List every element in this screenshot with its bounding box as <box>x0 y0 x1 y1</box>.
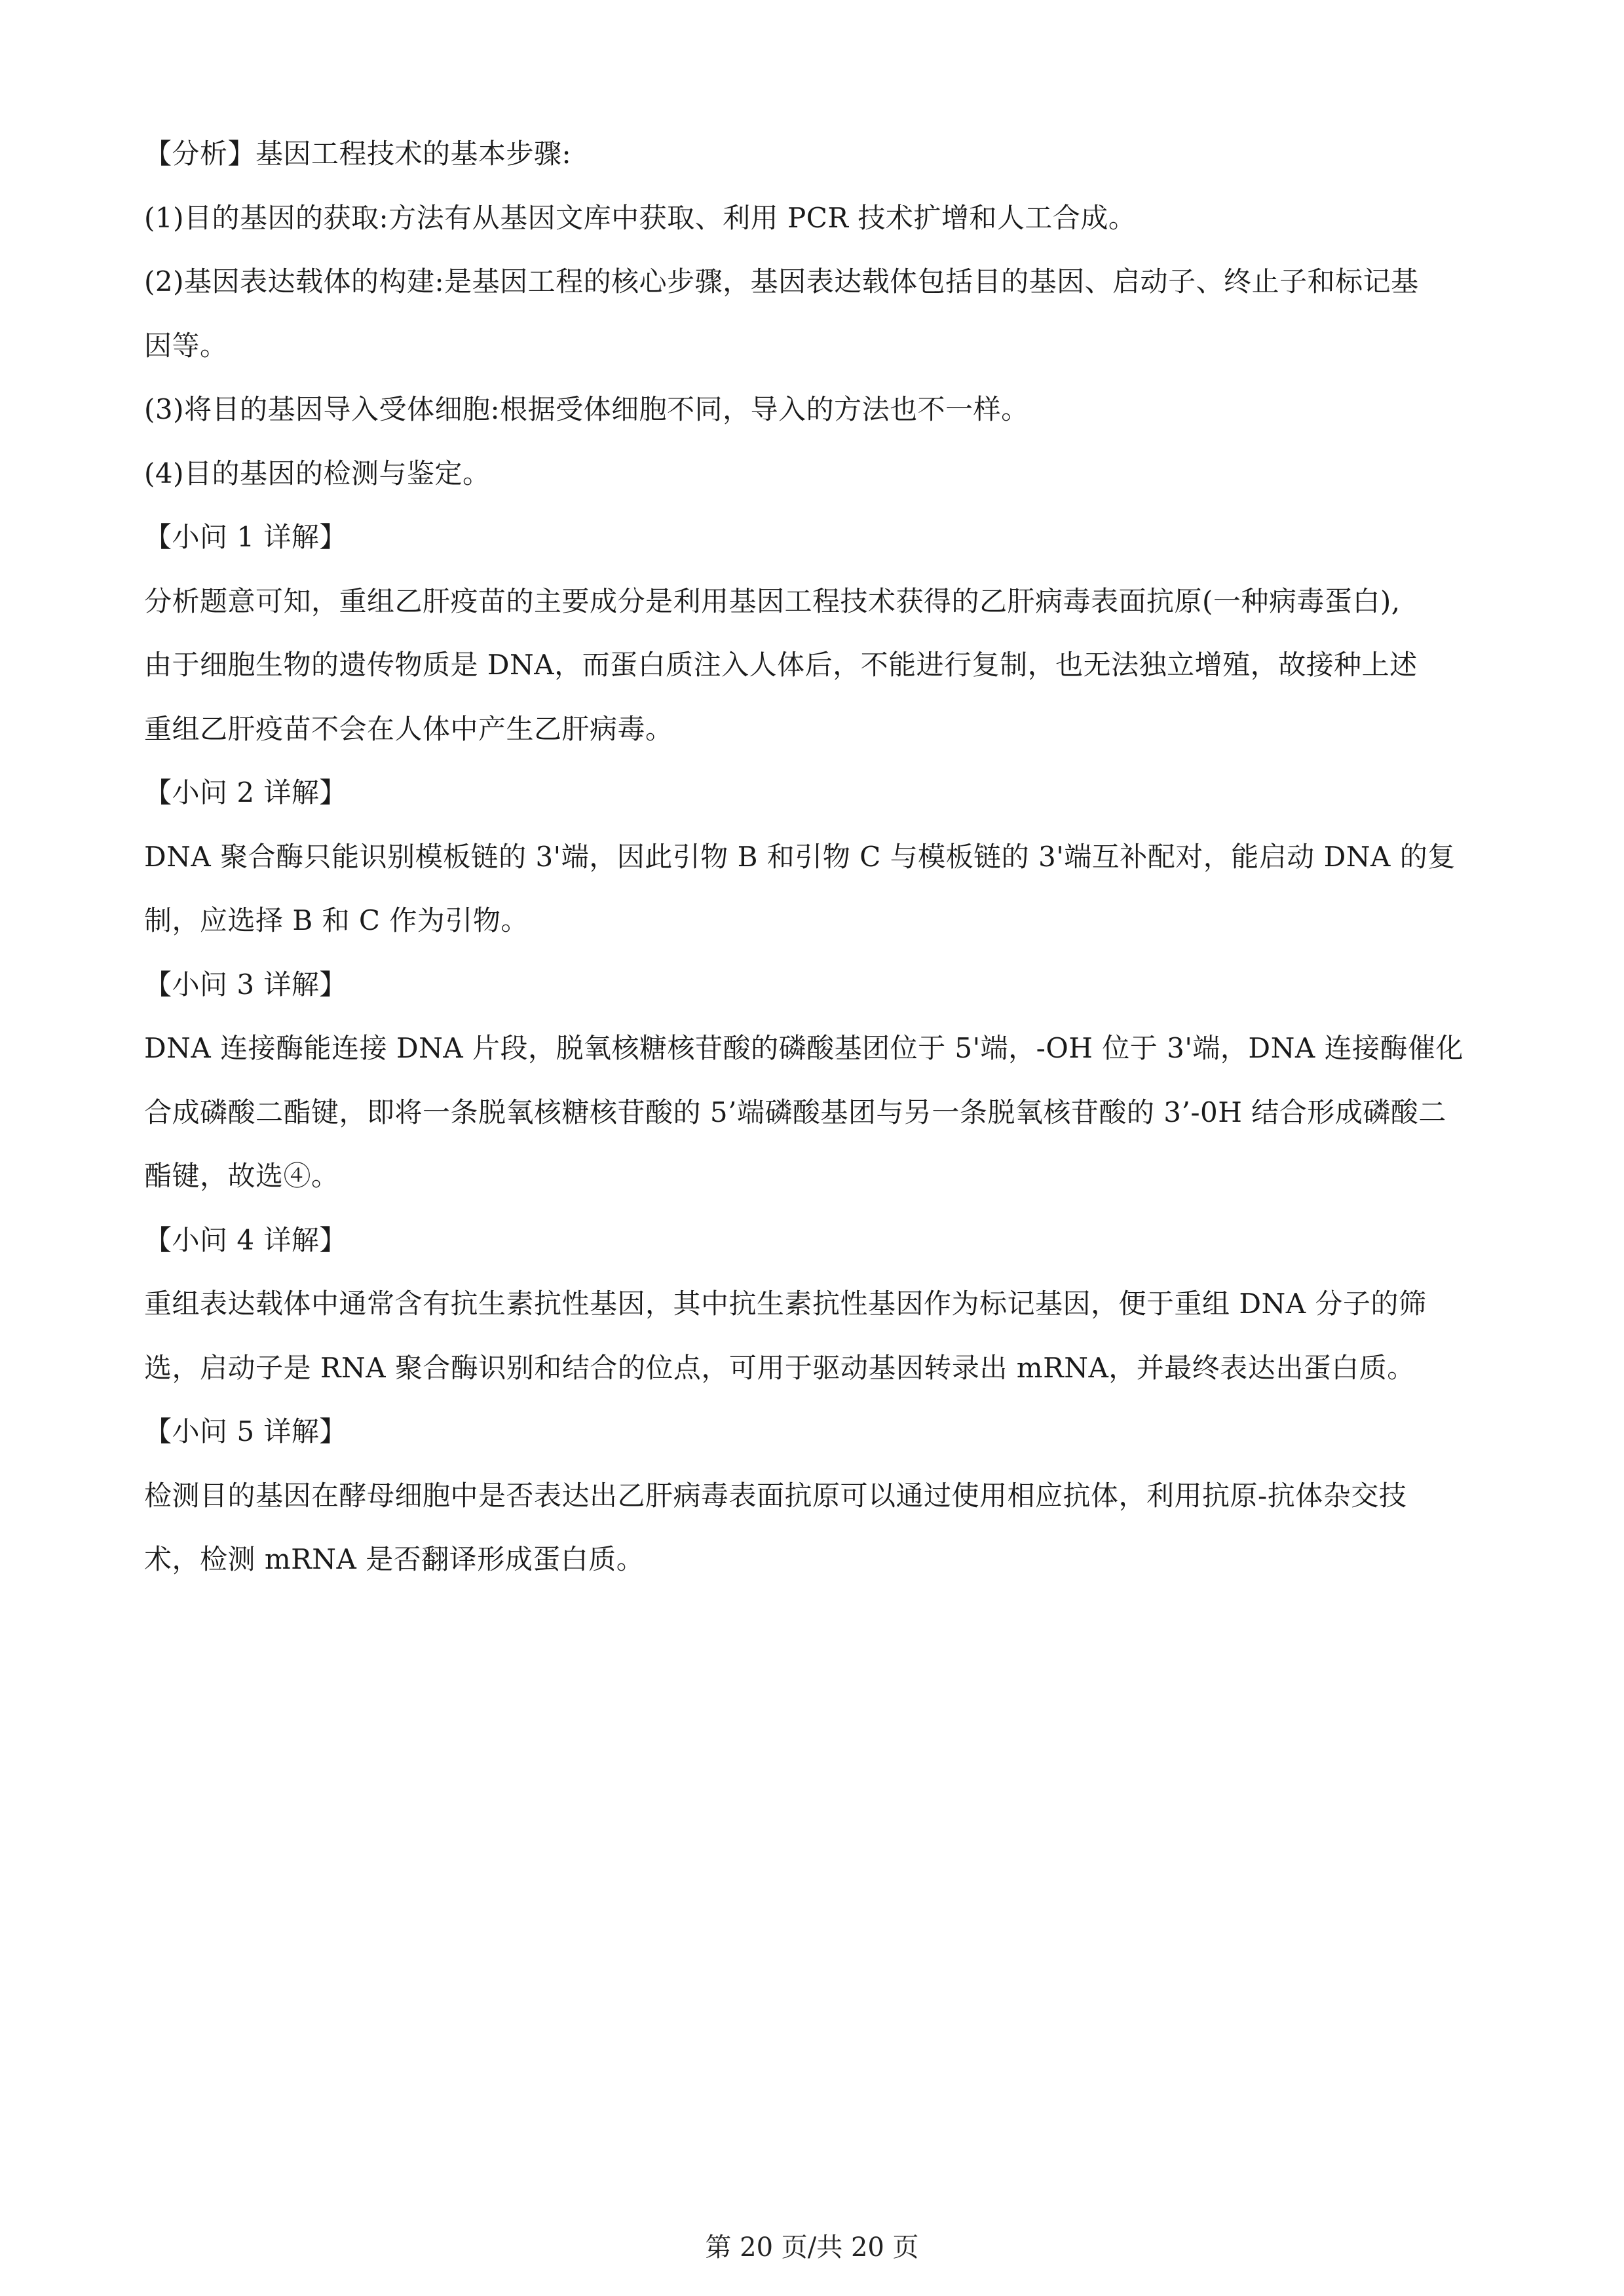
q4-text: 重组表达载体中通常含有抗生素抗性基因，其中抗生素抗性基因作为标记基因，便于重组 DNA 分子的筛 <box>144 1288 1427 1320</box>
analysis-step: (1)目的基因的获取:方法有从基因文库中获取、利用 PCR 技术扩增和人工合成。 <box>144 201 1137 234</box>
page-number-footer: 第 20 页/共 20 页 <box>705 2232 919 2263</box>
analysis-step: (2)基因表达载体的构建:是基因工程的核心步骤，基因表达载体包括目的基因、启动子、终止子和标记基 <box>144 265 1419 297</box>
q4-heading: 【小问 4 详解】 <box>144 1223 347 1256</box>
analysis-step: 因等。 <box>144 329 228 362</box>
q1-text: 重组乙肝疫苗不会在人体中产生乙肝病毒。 <box>144 712 673 745</box>
q5-heading: 【小问 5 详解】 <box>144 1415 347 1447</box>
q3-heading: 【小问 3 详解】 <box>144 968 347 1001</box>
q3-text: 酯键，故选④。 <box>144 1160 339 1192</box>
q1-text: 由于细胞生物的遗传物质是 DNA，而蛋白质注入人体后，不能进行复制，也无法独立增殖，故接种上述 <box>144 649 1418 681</box>
q2-text: DNA 聚合酶只能识别模板链的 3'端，因此引物 B 和引物 C 与模板链的 3'端互补配对，能启动 DNA 的复 <box>144 840 1456 873</box>
answer-content <box>144 131 1481 1601</box>
analysis-step: (3)将目的基因导入受体细胞:根据受体细胞不同，导入的方法也不一样。 <box>144 393 1029 425</box>
analysis-step: (4)目的基因的检测与鉴定。 <box>144 457 491 489</box>
q2-heading: 【小问 2 详解】 <box>144 776 347 809</box>
q1-heading: 【小问 1 详解】 <box>144 521 347 553</box>
q3-text: DNA 连接酶能连接 DNA 片段，脱氧核糖核苷酸的磷酸基团位于 5'端，-OH 位于 3'端，DNA 连接酶催化 <box>144 1032 1464 1064</box>
q3-text: 合成磷酸二酯键，即将一条脱氧核糖核苷酸的 5’端磷酸基团与另一条脱氧核苷酸的 3’-0H 结合形成磷酸二 <box>144 1096 1446 1128</box>
q5-text: 术，检测 mRNA 是否翻译形成蛋白质。 <box>144 1543 645 1575</box>
analysis-heading: 【分析】基因工程技术的基本步骤: <box>144 138 572 170</box>
q2-text: 制，应选择 B 和 C 作为引物。 <box>144 904 529 936</box>
q1-text: 分析题意可知，重组乙肝疫苗的主要成分是利用基因工程技术获得的乙肝病毒表面抗原(一种病毒蛋白), <box>144 584 1401 617</box>
q4-text: 选，启动子是 RNA 聚合酶识别和结合的位点，可用于驱动基因转录出 mRNA，并最终表达出蛋白质。 <box>144 1351 1415 1384</box>
q5-text: 检测目的基因在酵母细胞中是否表达出乙肝病毒表面抗原可以通过使用相应抗体，利用抗原-抗体杂交技 <box>144 1479 1407 1512</box>
